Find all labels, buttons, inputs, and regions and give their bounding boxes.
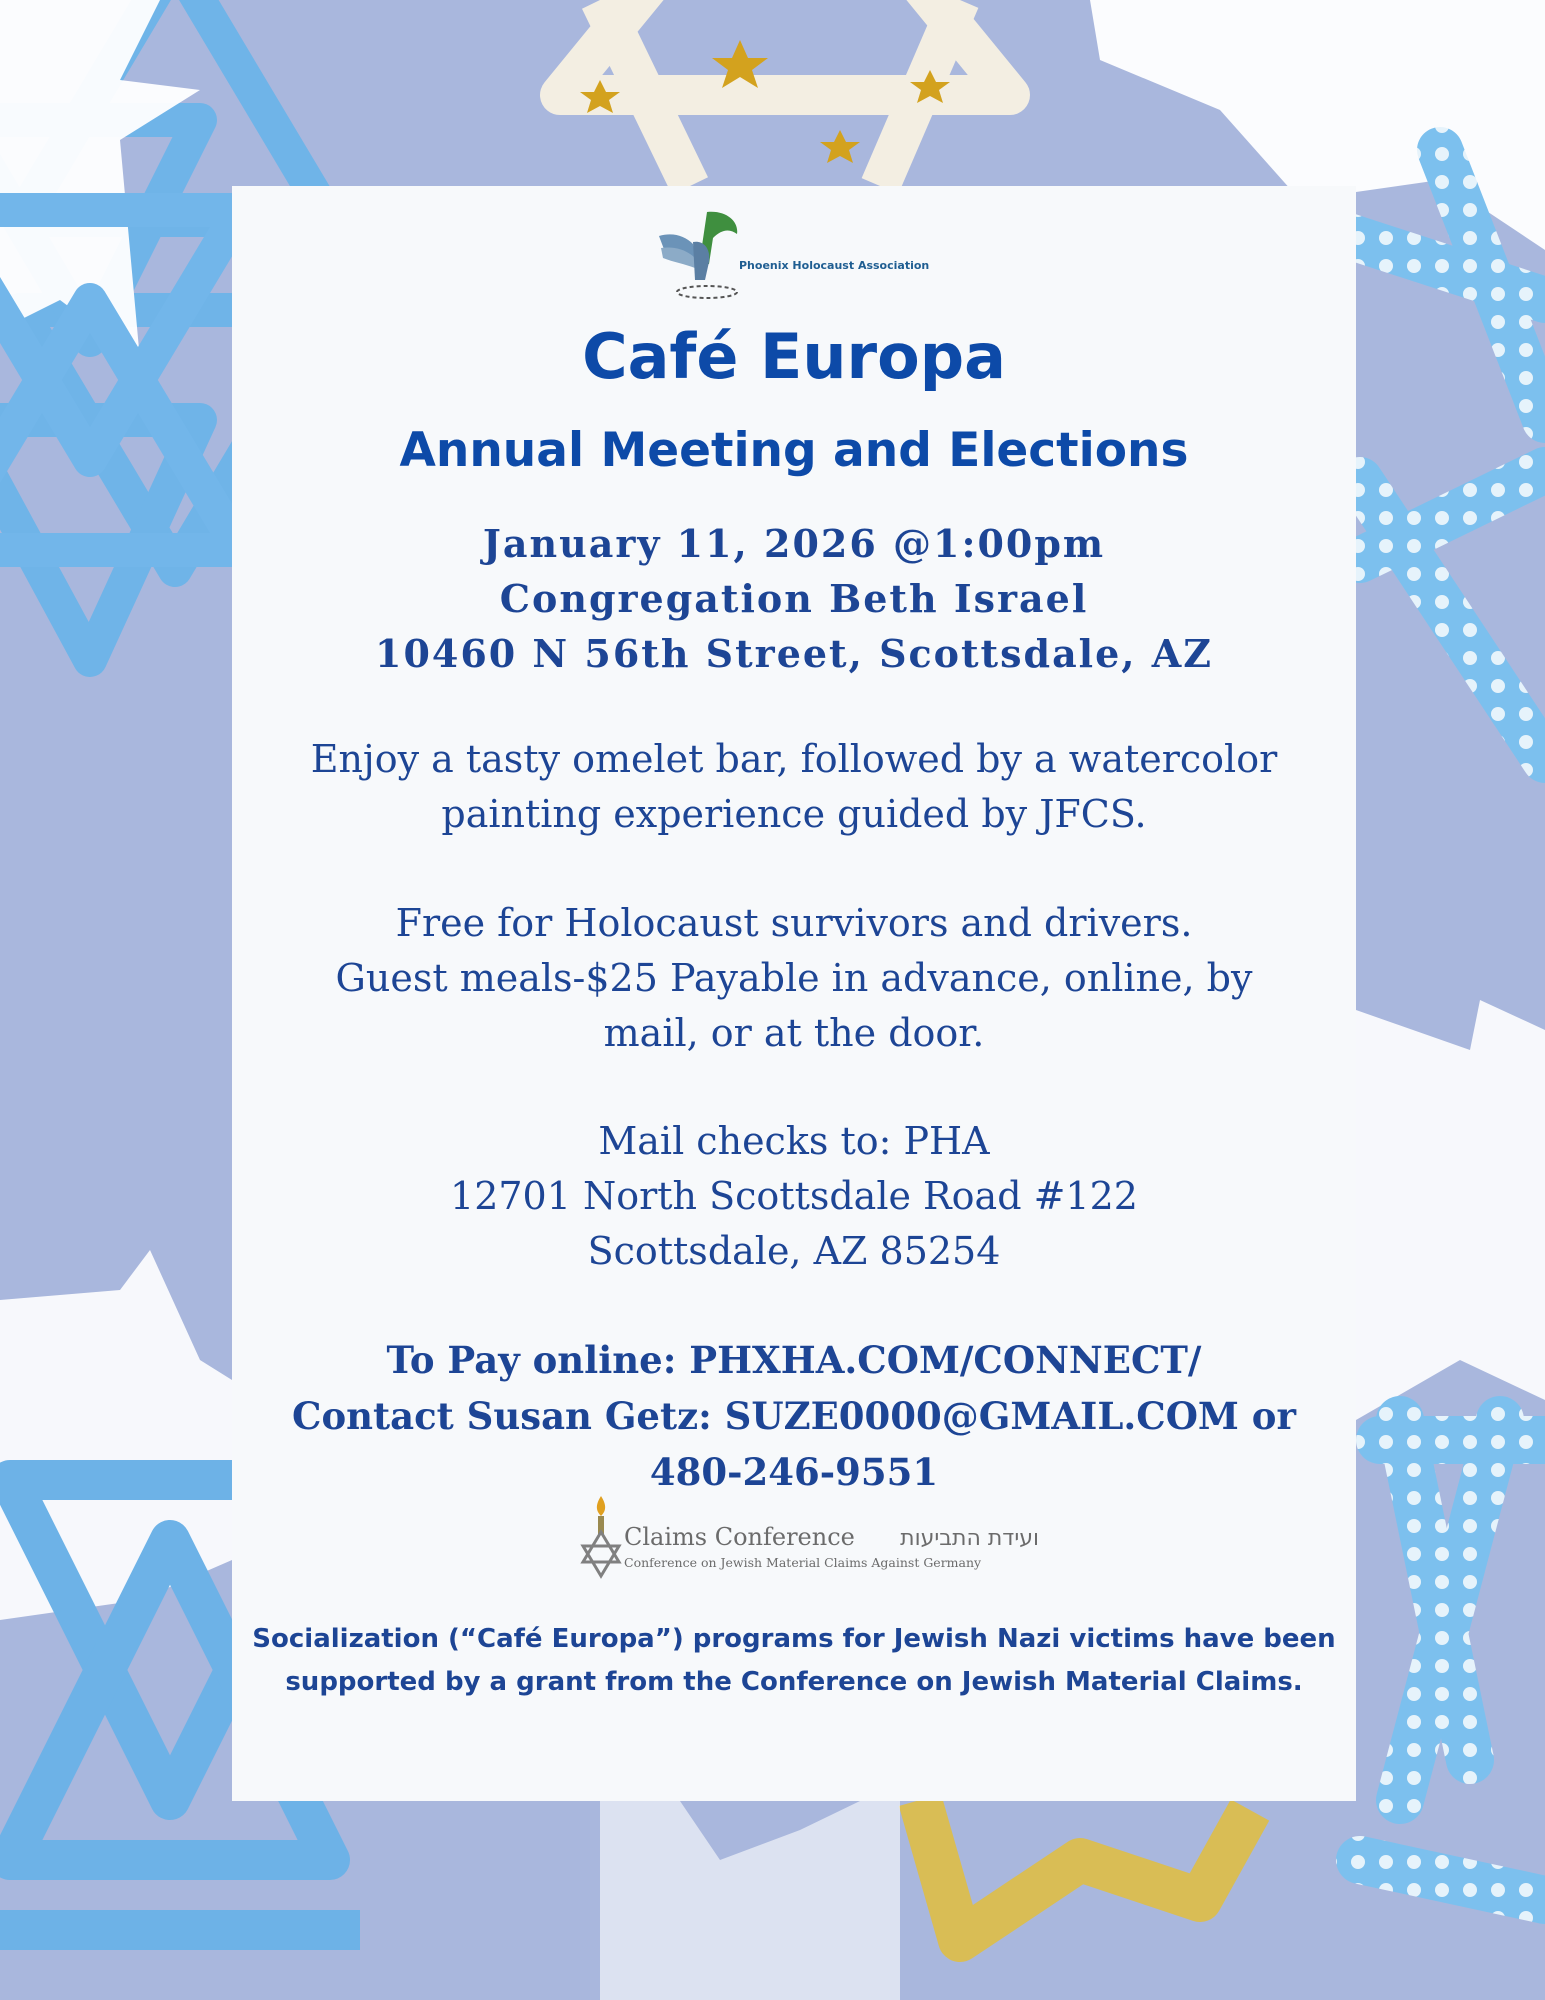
event-address: 10460 N 56th Street, Scottsdale, AZ bbox=[375, 631, 1213, 676]
footer-line-1: Socialization (“Café Europa”) programs for Jewish Nazi victims have been bbox=[252, 1624, 1336, 1654]
star-top-center bbox=[560, 0, 1010, 186]
event-details bbox=[232, 516, 1356, 681]
grant-notice bbox=[232, 1618, 1356, 1704]
pricing-line-1: Free for Holocaust survivors and drivers. bbox=[395, 901, 1193, 945]
event-date-time: January 11, 2026 @1:00pm bbox=[482, 521, 1106, 566]
pricing-line-3: mail, or at the door. bbox=[603, 1011, 985, 1055]
pricing-info bbox=[232, 896, 1356, 1061]
contact-email[interactable]: Contact Susan Getz: SUZE0000@GMAIL.COM or bbox=[292, 1394, 1296, 1438]
gold-star-bottom bbox=[920, 1800, 1250, 1940]
flyer-card bbox=[232, 186, 1356, 1801]
pay-online-link[interactable]: To Pay online: PHXHA.COM/CONNECT/ bbox=[386, 1338, 1202, 1382]
dove-hand-icon bbox=[647, 204, 747, 304]
event-title: Café Europa bbox=[582, 320, 1006, 393]
footer-line-2: supported by a grant from the Conference on Jewish Material Claims. bbox=[285, 1667, 1303, 1697]
mail-line-2: 12701 North Scottsdale Road #122 bbox=[450, 1174, 1138, 1218]
contact-info bbox=[232, 1332, 1356, 1500]
claims-name: Claims Conference bbox=[624, 1523, 855, 1551]
event-description bbox=[232, 732, 1356, 842]
pricing-line-2: Guest meals-$25 Payable in advance, online, by bbox=[335, 956, 1253, 1000]
white-star-right-middle bbox=[1356, 1000, 1545, 1420]
claims-hebrew: ועידת התביעות bbox=[900, 1526, 1039, 1551]
event-subtitle: Annual Meeting and Elections bbox=[399, 423, 1189, 478]
pha-logo bbox=[647, 204, 947, 304]
star-right-top bbox=[1330, 150, 1545, 760]
claims-conference-logo bbox=[574, 1496, 1054, 1596]
claims-tagline: Conference on Jewish Material Claims Against Germany bbox=[624, 1555, 982, 1570]
mail-address bbox=[232, 1114, 1356, 1279]
white-star-bottom bbox=[600, 1801, 900, 2000]
description-line-1: Enjoy a tasty omelet bar, followed by a watercolor bbox=[310, 737, 1278, 781]
candle-star-icon bbox=[583, 1496, 619, 1576]
contact-phone[interactable]: 480-246-9551 bbox=[649, 1450, 939, 1494]
star-bottom-right bbox=[1360, 1420, 1545, 1900]
pha-logo-name: Phoenix Holocaust Association bbox=[739, 259, 930, 272]
description-line-2: painting experience guided by JFCS. bbox=[441, 792, 1147, 836]
mail-line-3: Scottsdale, AZ 85254 bbox=[587, 1229, 1001, 1273]
mail-line-1: Mail checks to: PHA bbox=[598, 1119, 990, 1163]
event-venue: Congregation Beth Israel bbox=[499, 576, 1089, 621]
